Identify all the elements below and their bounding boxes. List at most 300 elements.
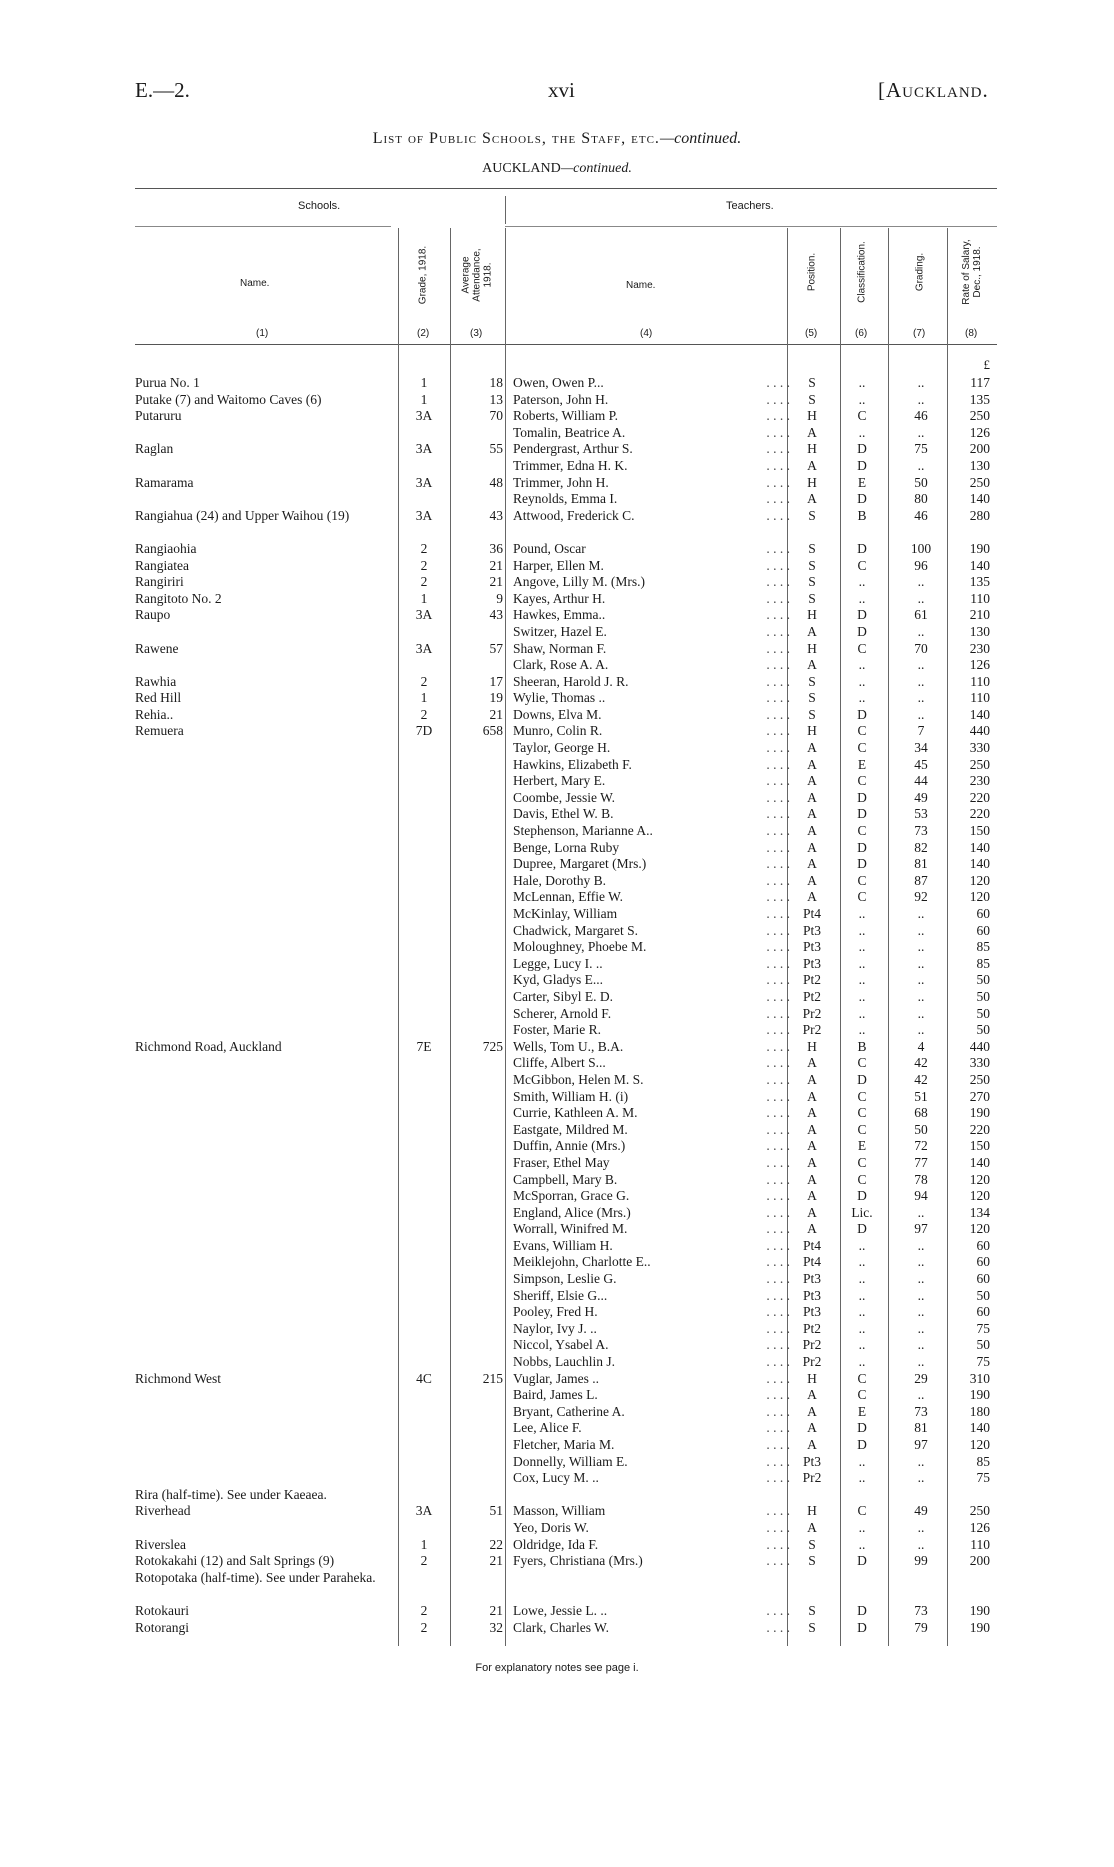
leader-dots: . . . .	[766, 1154, 790, 1170]
teacher-salary: 120	[969, 1188, 990, 1204]
table-row	[0, 591, 1114, 608]
teacher-grading: 72	[914, 1138, 928, 1154]
teacher-classification: D	[857, 706, 867, 722]
document-reference: E.—2.	[135, 78, 190, 102]
teacher-classification: C	[857, 1154, 867, 1170]
table-row	[0, 425, 1114, 442]
teacher-name: Pound, Oscar	[513, 540, 586, 556]
school-attendance: 21	[489, 1602, 503, 1618]
teacher-classification: ..	[858, 906, 866, 921]
school-attendance: 55	[489, 441, 503, 457]
teacher-grading: 49	[914, 789, 928, 805]
teachers-rule	[505, 226, 997, 227]
table-row	[0, 1188, 1114, 1205]
school-name: Rangiriri	[135, 574, 184, 590]
teacher-position: S	[808, 673, 816, 689]
table-row	[0, 723, 1114, 740]
teacher-grading: ..	[917, 1354, 925, 1370]
teacher-grading: 4	[917, 1038, 925, 1054]
teacher-position: A	[807, 623, 817, 639]
teacher-name: McKinlay, William	[513, 906, 618, 921]
table-row	[0, 873, 1114, 890]
teacher-name: Owen, Owen P...	[513, 375, 604, 390]
table-row	[0, 1155, 1114, 1172]
teacher-salary: 126	[969, 657, 990, 673]
teacher-position: Pt2	[802, 972, 821, 988]
teacher-position: Pt3	[802, 1453, 821, 1469]
teacher-position: A	[807, 1204, 817, 1220]
teacher-name: Yeo, Doris W.	[513, 1519, 589, 1535]
table-row	[0, 1172, 1114, 1189]
table-row	[0, 1039, 1114, 1056]
teacher-name: Nobbs, Lauchlin J.	[513, 1354, 615, 1370]
teacher-classification: ..	[858, 939, 866, 955]
school-grade: 1	[420, 391, 428, 407]
leader-dots: . . . .	[766, 1138, 790, 1154]
table-row	[0, 674, 1114, 691]
table-row	[0, 408, 1114, 425]
school-name: Rotorangi	[135, 1619, 189, 1635]
teacher-classification: ..	[858, 1519, 866, 1535]
table-row	[0, 1553, 1114, 1570]
teacher-classification: ..	[858, 1354, 866, 1370]
teacher-grading: 34	[914, 740, 928, 756]
colnum-8: (8)	[965, 328, 978, 339]
teacher-position: A	[807, 424, 817, 440]
table-row	[0, 1254, 1114, 1271]
leader-dots: . . . .	[766, 1370, 790, 1386]
teacher-position: A	[807, 823, 817, 839]
table-row	[0, 740, 1114, 757]
teacher-salary: 440	[969, 723, 990, 739]
teacher-grading: ..	[917, 706, 925, 722]
school-name: Rehia..	[135, 706, 174, 722]
table-row	[0, 690, 1114, 707]
teacher-classification: C	[857, 1055, 867, 1071]
teacher-position: A	[807, 457, 817, 473]
teacher-grading: ..	[917, 1204, 925, 1220]
teacher-grading: 61	[914, 607, 928, 623]
teacher-name: Dupree, Margaret (Mrs.)	[513, 856, 647, 872]
school-grade: 1	[420, 1536, 428, 1552]
table-row	[0, 1221, 1114, 1238]
teacher-name: Fraser, Ethel May	[513, 1154, 610, 1170]
teacher-salary: 120	[969, 872, 990, 888]
school-attendance: 17	[489, 673, 503, 689]
teacher-grading: 44	[914, 773, 928, 789]
teacher-grading: 81	[914, 856, 928, 872]
teacher-grading: ..	[917, 1271, 925, 1287]
table-row	[0, 1138, 1114, 1155]
teacher-salary: 50	[976, 1005, 990, 1021]
teacher-salary: 135	[969, 574, 990, 590]
teacher-salary: 140	[969, 491, 990, 507]
teacher-grading: ..	[917, 1337, 925, 1353]
teacher-position: A	[807, 1138, 817, 1154]
teacher-classification: C	[857, 1171, 867, 1187]
teacher-grading: ..	[917, 1237, 925, 1253]
leader-dots: . . . .	[766, 474, 790, 490]
teacher-salary: 60	[976, 1304, 990, 1320]
school-name: Rawhia	[135, 673, 177, 689]
position-header: Position.	[806, 252, 818, 292]
teacher-salary: 85	[976, 955, 990, 971]
teacher-salary: 190	[969, 540, 990, 556]
teacher-position: Pt3	[802, 955, 821, 971]
teacher-salary: 250	[969, 1503, 990, 1519]
teacher-grading: 96	[914, 557, 928, 573]
teacher-position: A	[807, 889, 817, 905]
teacher-grading: ..	[917, 939, 925, 955]
teacher-position: Pt3	[802, 939, 821, 955]
teacher-name: Masson, William	[513, 1503, 606, 1519]
table-row	[0, 491, 1114, 508]
leader-dots: . . . .	[766, 1519, 790, 1535]
teacher-grading: 42	[914, 1071, 928, 1087]
teacher-name: Fyers, Christiana (Mrs.)	[513, 1553, 643, 1569]
teacher-position: H	[807, 640, 817, 656]
teacher-grading: ..	[917, 906, 925, 921]
teacher-salary: 120	[969, 1171, 990, 1187]
school-name: Richmond Road, Auckland	[135, 1038, 282, 1054]
teacher-salary: 135	[969, 391, 990, 407]
teacher-name: Duffin, Annie (Mrs.)	[513, 1138, 626, 1154]
teacher-classification: ..	[858, 1005, 866, 1021]
school-attendance: 57	[489, 640, 503, 656]
colnum-6: (6)	[855, 328, 868, 339]
leader-dots: . . . .	[766, 889, 790, 905]
teacher-grading: 97	[914, 1221, 928, 1237]
table-top-rule	[135, 188, 997, 189]
teacher-salary: 190	[969, 1602, 990, 1618]
teacher-grading: 73	[914, 1602, 928, 1618]
teacher-salary: 220	[969, 806, 990, 822]
teacher-name: Lowe, Jessie L. ..	[513, 1602, 608, 1618]
teacher-position: H	[807, 474, 817, 490]
teacher-classification: C	[857, 1105, 867, 1121]
leader-dots: . . . .	[766, 457, 790, 473]
teacher-name: Baird, James L.	[513, 1387, 598, 1403]
teacher-salary: 140	[969, 557, 990, 573]
table-row	[0, 657, 1114, 674]
school-grade: 1	[420, 690, 428, 706]
school-name: Rira (half-time). See under Kaeaea.	[135, 1486, 327, 1502]
school-grade: 3A	[415, 408, 433, 424]
school-grade: 2	[420, 1619, 428, 1635]
teacher-salary: 110	[970, 673, 990, 689]
attendance-header: Average Attendance, 1918.	[460, 248, 494, 302]
teacher-salary: 50	[976, 972, 990, 988]
table-row	[0, 972, 1114, 989]
teacher-position: S	[808, 507, 816, 523]
teacher-position: A	[807, 1055, 817, 1071]
table-row	[0, 558, 1114, 575]
teacher-grading: 100	[910, 540, 932, 556]
table-row	[0, 1570, 1114, 1587]
teacher-position: H	[807, 1370, 817, 1386]
teacher-classification: D	[857, 1188, 867, 1204]
school-name: Rangiahua (24) and Upper Waihou (19)	[135, 507, 350, 523]
table-row	[0, 624, 1114, 641]
teacher-classification: D	[857, 491, 867, 507]
teacher-position: A	[807, 1154, 817, 1170]
teacher-classification: D	[857, 806, 867, 822]
teacher-name: Angove, Lilly M. (Mrs.)	[513, 574, 645, 590]
leader-dots: . . . .	[766, 1188, 790, 1204]
leader-dots: . . . .	[766, 922, 790, 938]
teacher-position: H	[807, 1503, 817, 1519]
table-row	[0, 1387, 1114, 1404]
teacher-grading: 70	[914, 640, 928, 656]
table-row	[0, 1520, 1114, 1537]
teacher-salary: 60	[976, 922, 990, 938]
teacher-name: Hale, Dorothy B.	[513, 872, 606, 888]
teacher-salary: 75	[976, 1320, 990, 1336]
leader-dots: . . . .	[766, 1602, 790, 1618]
school-attendance: 48	[489, 474, 503, 490]
teacher-salary: 330	[969, 1055, 990, 1071]
leader-dots: . . . .	[766, 623, 790, 639]
teacher-classification: E	[857, 474, 867, 490]
table-row	[0, 1238, 1114, 1255]
school-attendance: 32	[489, 1619, 503, 1635]
staff-table	[0, 375, 1114, 1636]
teacher-name: Paterson, John H.	[513, 391, 609, 407]
teacher-classification: C	[857, 1503, 867, 1519]
teacher-salary: 310	[969, 1370, 990, 1386]
teacher-position: Pt3	[802, 1271, 821, 1287]
teacher-grading: ..	[917, 1005, 925, 1021]
teacher-position: Pt2	[802, 988, 821, 1004]
teacher-classification: D	[857, 856, 867, 872]
teacher-salary: 200	[969, 441, 990, 457]
teacher-grading: 79	[914, 1619, 928, 1635]
page-subtitle	[0, 161, 1114, 177]
teacher-classification: ..	[858, 972, 866, 988]
table-row	[0, 458, 1114, 475]
leader-dots: . . . .	[766, 1204, 790, 1220]
school-attendance: 43	[489, 607, 503, 623]
leader-dots: . . . .	[766, 1453, 790, 1469]
leader-dots: . . . .	[766, 640, 790, 656]
table-row	[0, 641, 1114, 658]
teacher-position: A	[807, 1105, 817, 1121]
teacher-position: Pr2	[802, 1005, 822, 1021]
teacher-grading: ..	[917, 1536, 925, 1552]
teacher-grading: 53	[914, 806, 928, 822]
teacher-classification: C	[857, 773, 867, 789]
table-row	[0, 1006, 1114, 1023]
teacher-classification: C	[857, 872, 867, 888]
teacher-salary: 270	[969, 1088, 990, 1104]
teacher-name: Kayes, Arthur H.	[513, 590, 606, 606]
teacher-name: Meiklejohn, Charlotte E..	[513, 1254, 651, 1270]
teacher-position: A	[807, 1188, 817, 1204]
teacher-grading: 49	[914, 1503, 928, 1519]
leader-dots: . . . .	[766, 1237, 790, 1253]
leader-dots: . . . .	[766, 690, 790, 706]
teacher-position: A	[807, 756, 817, 772]
teacher-salary: 60	[976, 1254, 990, 1270]
teacher-name: Sheriff, Elsie G...	[513, 1287, 608, 1303]
teacher-name: Roberts, William P.	[513, 408, 618, 424]
table-row	[0, 1487, 1114, 1504]
teacher-name: Moloughney, Phoebe M.	[513, 939, 647, 955]
table-row	[0, 1404, 1114, 1421]
teacher-name: Hawkes, Emma..	[513, 607, 606, 623]
teacher-classification: C	[857, 1088, 867, 1104]
teacher-salary: 75	[976, 1354, 990, 1370]
table-row	[0, 475, 1114, 492]
leader-dots: . . . .	[766, 1055, 790, 1071]
leader-dots: . . . .	[766, 972, 790, 988]
grade-header: Grade, 1918.	[417, 245, 429, 305]
teacher-name: Benge, Lorna Ruby	[513, 839, 620, 855]
table-row	[0, 1205, 1114, 1222]
leader-dots: . . . .	[766, 657, 790, 673]
leader-dots: . . . .	[766, 1221, 790, 1237]
teacher-classification: ..	[858, 574, 866, 590]
leader-dots: . . . .	[766, 789, 790, 805]
teacher-grading: ..	[917, 673, 925, 689]
teacher-grading: ..	[917, 1320, 925, 1336]
teacher-position: Pr2	[802, 1354, 822, 1370]
teacher-salary: 280	[969, 507, 990, 523]
teacher-salary: 250	[969, 474, 990, 490]
leader-dots: . . . .	[766, 1121, 790, 1137]
leader-dots: . . . .	[766, 507, 790, 523]
teacher-classification: D	[857, 1619, 867, 1635]
teacher-salary: 200	[969, 1553, 990, 1569]
teacher-name: Clark, Charles W.	[513, 1619, 609, 1635]
teacher-name: Clark, Rose A. A.	[513, 657, 609, 673]
table-row	[0, 956, 1114, 973]
table-row	[0, 823, 1114, 840]
teacher-salary: 180	[969, 1403, 990, 1419]
teacher-classification: D	[857, 839, 867, 855]
teacher-grading: ..	[917, 1254, 925, 1270]
leader-dots: . . . .	[766, 1071, 790, 1087]
teacher-classification: ..	[858, 657, 866, 673]
leader-dots: . . . .	[766, 906, 790, 921]
teacher-name: Eastgate, Mildred M.	[513, 1121, 628, 1137]
teacher-salary: 126	[969, 424, 990, 440]
teacher-classification: ..	[858, 690, 866, 706]
teacher-position: A	[807, 491, 817, 507]
teacher-salary: 110	[970, 1536, 990, 1552]
teacher-position: S	[808, 391, 816, 407]
teacher-grading: 50	[914, 1121, 928, 1137]
teacher-name: Stephenson, Marianne A..	[513, 823, 653, 839]
school-grade: 1	[420, 590, 428, 606]
teacher-name: Davis, Ethel W. B.	[513, 806, 614, 822]
teacher-name: Sheeran, Harold J. R.	[513, 673, 629, 689]
colnum-2: (2)	[417, 328, 430, 339]
page-title	[0, 130, 1114, 148]
teacher-name: England, Alice (Mrs.)	[513, 1204, 631, 1220]
leader-dots: . . . .	[766, 590, 790, 606]
school-name: Rangitoto No. 2	[135, 590, 222, 606]
teacher-salary: 210	[969, 607, 990, 623]
teacher-position: S	[808, 574, 816, 590]
teacher-classification: C	[857, 740, 867, 756]
school-grade: 7E	[416, 1038, 432, 1054]
teacher-salary: 75	[976, 1470, 990, 1486]
table-row	[0, 840, 1114, 857]
teacher-position: Pt3	[802, 1304, 821, 1320]
teacher-salary: 50	[976, 1287, 990, 1303]
region-label: [Auckland.	[878, 78, 989, 102]
teacher-classification: E	[857, 1403, 867, 1419]
leader-dots: . . . .	[766, 872, 790, 888]
teacher-position: H	[807, 1038, 817, 1054]
teacher-position: H	[807, 607, 817, 623]
teacher-name: Fletcher, Maria M.	[513, 1437, 615, 1452]
teacher-classification: ..	[858, 1304, 866, 1320]
teacher-position: S	[808, 590, 816, 606]
table-row	[0, 1470, 1114, 1487]
table-row	[0, 607, 1114, 624]
grading-header: Grading.	[914, 252, 926, 292]
leader-dots: . . . .	[766, 740, 790, 756]
teacher-grading: 73	[914, 823, 928, 839]
teacher-name: Wylie, Thomas ..	[513, 690, 606, 706]
teacher-salary: 140	[969, 1154, 990, 1170]
salary-header: Rate of Salary, Dec., 1918.	[961, 239, 983, 305]
leader-dots: . . . .	[766, 1005, 790, 1021]
classification-header: Classification.	[856, 241, 868, 303]
teacher-classification: B	[857, 507, 867, 523]
table-row	[0, 989, 1114, 1006]
table-row	[0, 1420, 1114, 1437]
leader-dots: . . . .	[766, 557, 790, 573]
teacher-salary: 440	[969, 1038, 990, 1054]
table-row	[0, 1586, 1114, 1603]
teacher-salary: 140	[969, 839, 990, 855]
teacher-classification: D	[857, 441, 867, 457]
school-name: Putake (7) and Waitomo Caves (6)	[135, 391, 322, 407]
teacher-salary: 60	[976, 906, 990, 921]
teacher-position: Pt4	[802, 906, 821, 921]
leader-dots: . . . .	[766, 441, 790, 457]
school-attendance: 21	[489, 1553, 503, 1569]
teacher-name: Taylor, George H.	[513, 740, 611, 756]
school-name: Richmond West	[135, 1370, 222, 1386]
school-attendance: 21	[489, 557, 503, 573]
teacher-classification: ..	[858, 1453, 866, 1469]
leader-dots: . . . .	[766, 706, 790, 722]
teacher-grading: 50	[914, 474, 928, 490]
teacher-classification: D	[857, 789, 867, 805]
school-name: Riverslea	[135, 1536, 186, 1552]
teacher-position: Pt4	[802, 1254, 821, 1270]
teacher-name: Munro, Colin R.	[513, 723, 603, 739]
teacher-salary: 134	[969, 1204, 990, 1220]
teacher-position: S	[808, 540, 816, 556]
teacher-salary: 110	[970, 590, 990, 606]
teacher-grading: ..	[917, 690, 925, 706]
teacher-grading: 92	[914, 889, 928, 905]
teacher-name: Cox, Lucy M. ..	[513, 1470, 599, 1486]
colnum-4: (4)	[640, 328, 653, 339]
teacher-salary: 250	[969, 408, 990, 424]
teacher-position: Pt2	[802, 1320, 821, 1336]
leader-dots: . . . .	[766, 756, 790, 772]
school-attendance: 658	[482, 723, 503, 739]
table-row	[0, 1454, 1114, 1471]
teacher-position: A	[807, 1088, 817, 1104]
schools-rule	[135, 226, 391, 227]
